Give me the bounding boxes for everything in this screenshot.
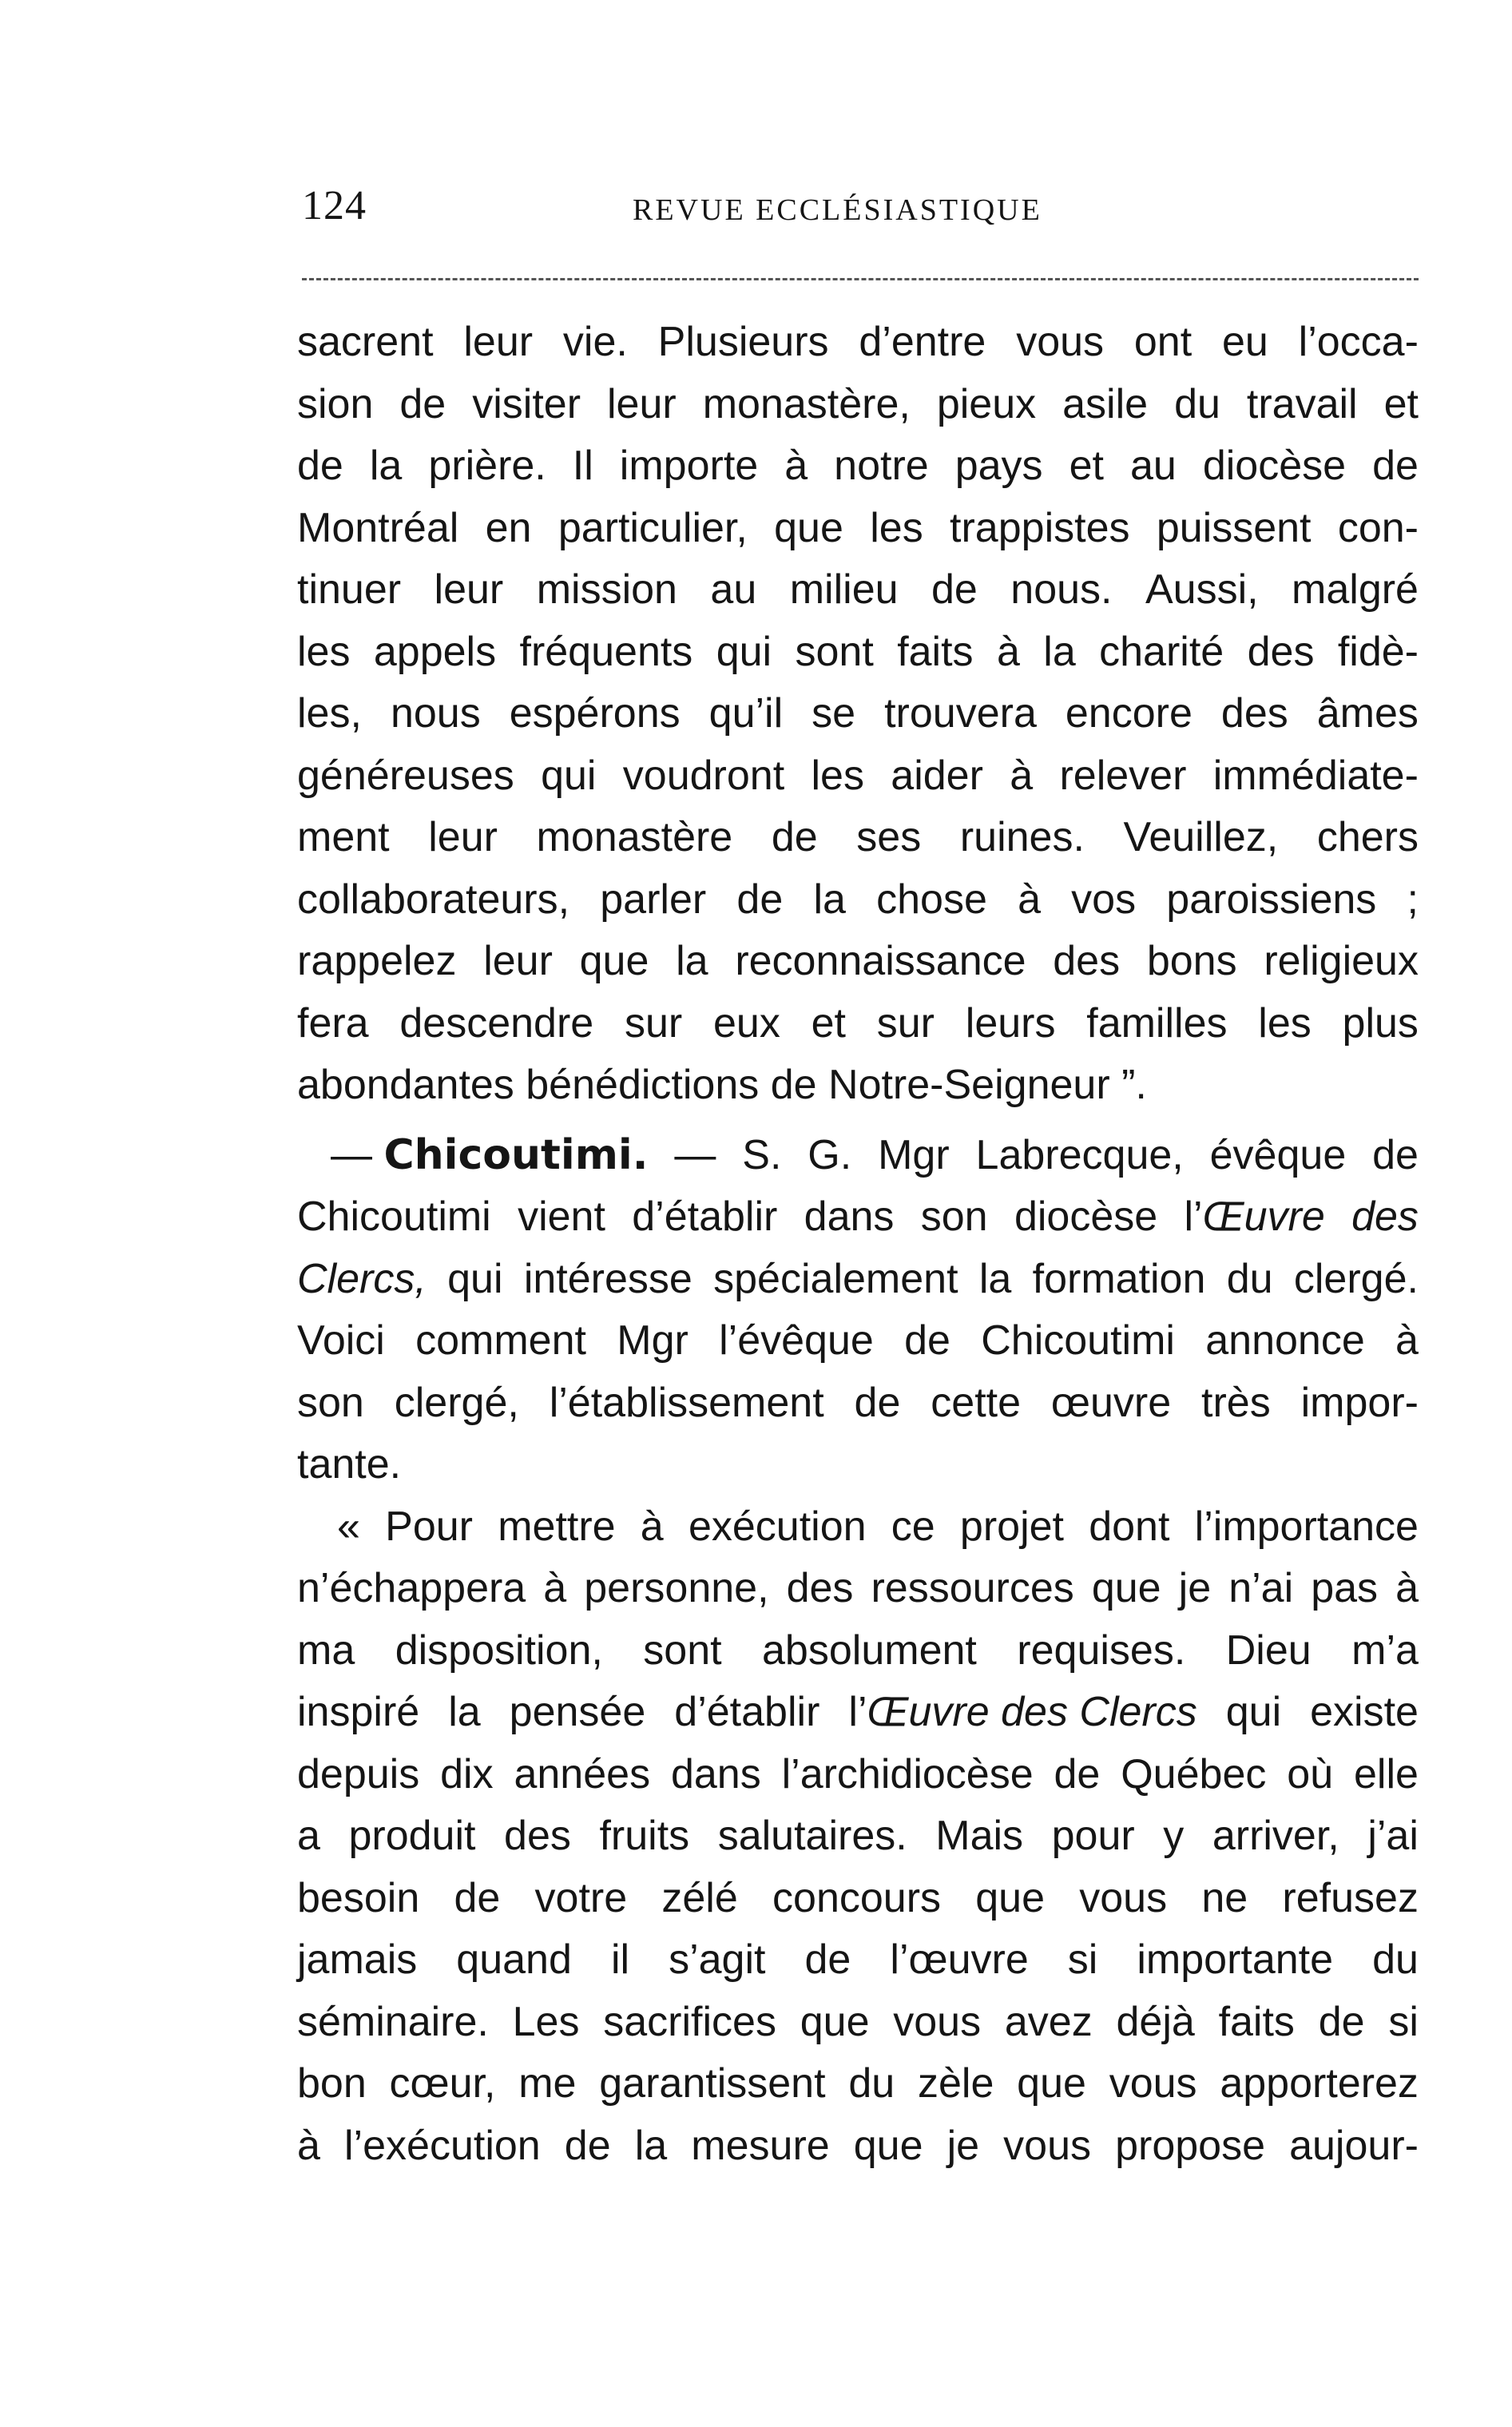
text-line: bon cœur, me garantissent du zèle que vous apporterez	[297, 2060, 1419, 2107]
text-line: les appels fréquents qui sont faits à la charité des fidè-	[297, 628, 1419, 675]
text-line: tante.	[297, 1441, 402, 1488]
header-rule	[302, 278, 1419, 280]
text-line: Clercs, qui intéresse spécialement la formation du clergé.	[297, 1255, 1419, 1302]
text-line: de la prière. Il importe à notre pays et au diocèse de	[297, 443, 1419, 489]
text-line: fera descendre sur eux et sur leurs familles les plus	[297, 999, 1419, 1047]
section-heading: — Chicoutimi.	[331, 1130, 649, 1179]
text-line: inspiré la pensée d’établir l’Œuvre des Clercs qui existe	[297, 1689, 1419, 1735]
text-line: besoin de votre zélé concours que vous ne refusez	[297, 1874, 1419, 1921]
text-line: — Chicoutimi. — S. G. Mgr Labrecque, évêque de	[297, 1125, 1419, 1187]
text-line: Montréal en particulier, que les trappistes puissent con-	[297, 504, 1419, 551]
text-line: n’échappera à personne, des ressources que je n’ai pas à	[297, 1565, 1419, 1611]
text-line: Voici comment Mgr l’évêque de Chicoutimi annonce à	[297, 1317, 1419, 1364]
text-line: tinuer leur mission au milieu de nous. Aussi, malgré	[297, 566, 1419, 613]
text-line: abondantes bénédictions de Notre-Seigneur ”.	[297, 1062, 1147, 1108]
text-line: à l’exécution de la mesure que je vous propose aujour-	[297, 2122, 1419, 2169]
running-title: REVUE ECCLÉSIASTIQUE	[633, 193, 1042, 227]
text-line: a produit des fruits salutaires. Mais pour y arriver, j’ai	[297, 1813, 1419, 1859]
text-line: sion de visiter leur monastère, pieux asile du travail et	[297, 380, 1419, 427]
text-line: rappelez leur que la reconnaissance des bons religieux	[297, 938, 1419, 984]
body-text	[297, 312, 1419, 2177]
text-line: jamais quand il s’agit de l’œuvre si importante du	[297, 1936, 1419, 1983]
text-line: « Pour mettre à exécution ce projet dont l’importance	[337, 1503, 1419, 1550]
text-line: depuis dix années dans l’archidiocèse de Québec où elle	[297, 1750, 1419, 1797]
text-line: ment leur monastère de ses ruines. Veuillez, chers	[297, 814, 1419, 860]
page-number: 124	[302, 183, 367, 228]
text-line: les, nous espérons qu’il se trouvera encore des âmes	[297, 690, 1419, 737]
text-line: Chicoutimi vient d’établir dans son diocèse l’Œuvre des	[297, 1194, 1419, 1240]
text-line: son clergé, l’établissement de cette œuvre très impor-	[297, 1379, 1419, 1426]
text-line: ma disposition, sont absolument requises. Dieu m’a	[297, 1627, 1419, 1674]
text-line: sacrent leur vie. Plusieurs d’entre vous ont eu l’occa-	[297, 319, 1419, 365]
text-line: généreuses qui voudront les aider à relever immédiate-	[297, 752, 1419, 799]
text-line: collaborateurs, parler de la chose à vos paroissiens ;	[297, 876, 1419, 923]
text-line: séminaire. Les sacrifices que vous avez déjà faits de si	[297, 1998, 1419, 2045]
